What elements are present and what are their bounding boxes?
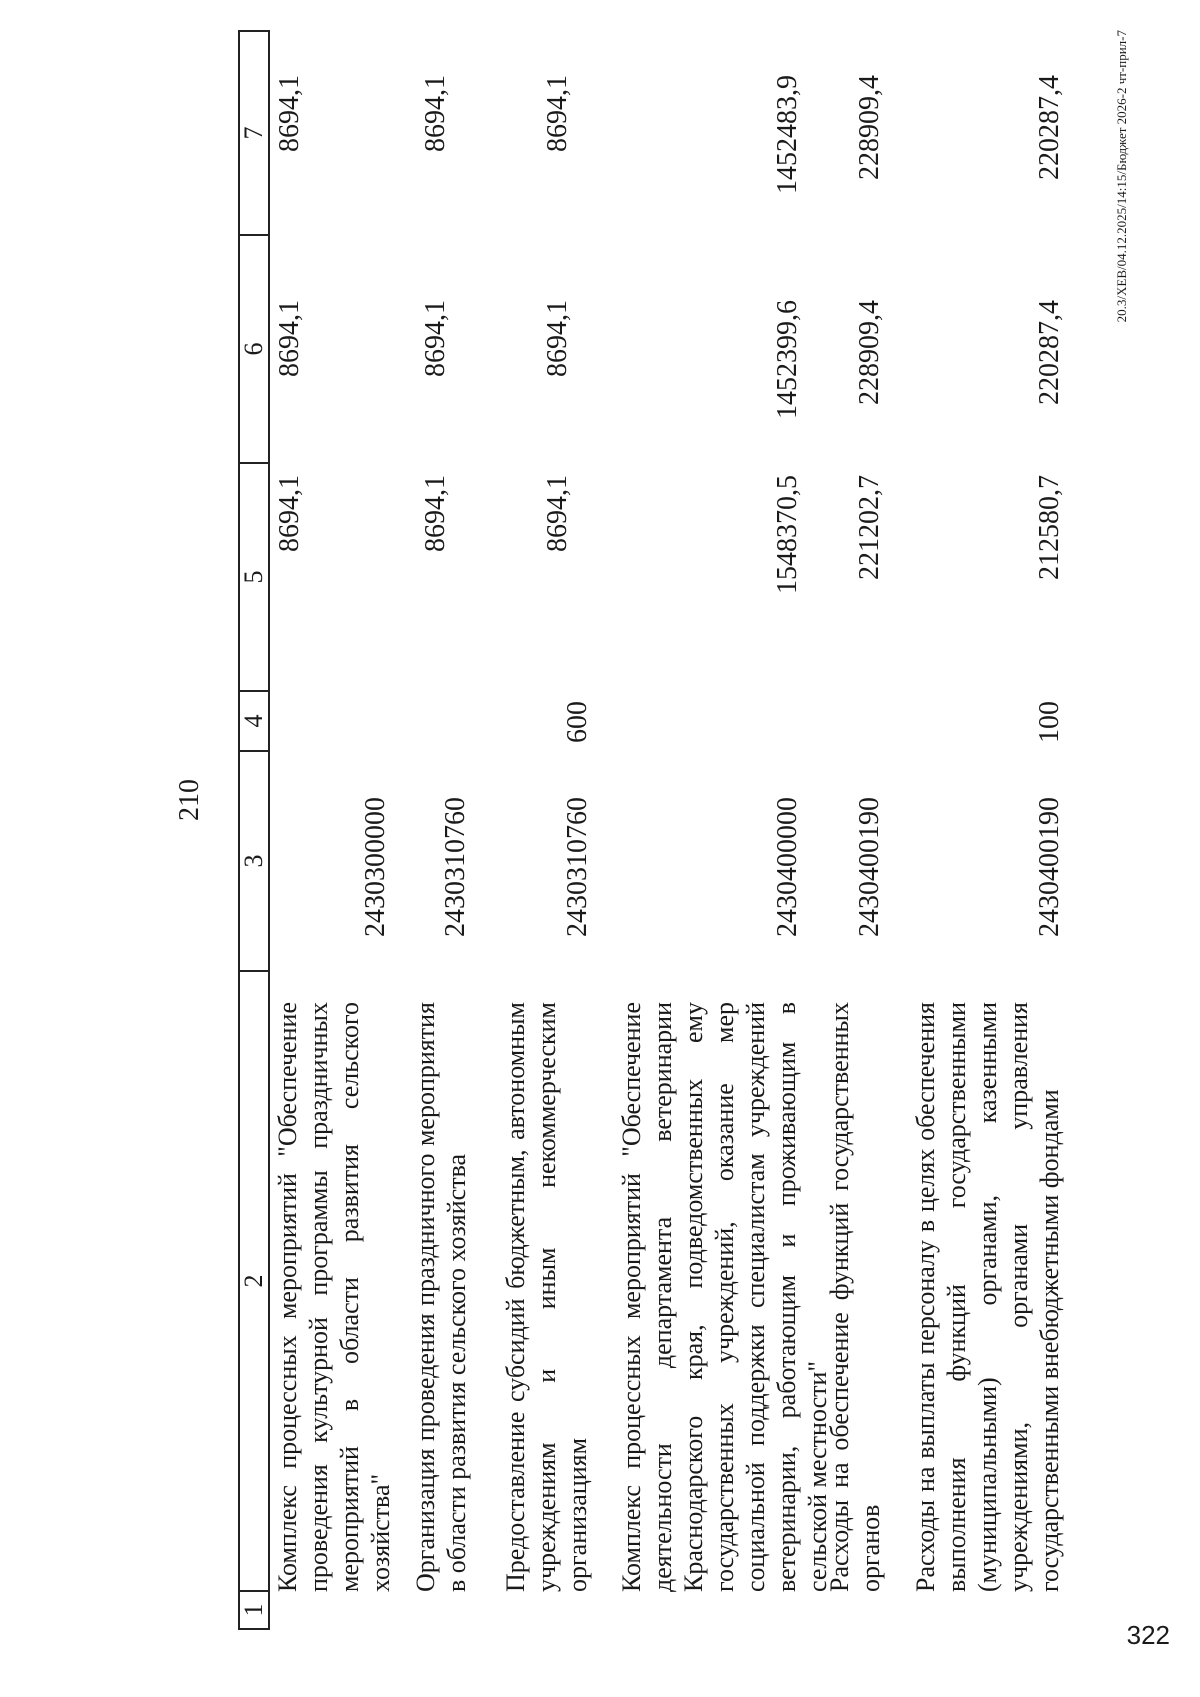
footer-note: 20.3/ХЕВ/04.12.2025/14:15/Бюджет 2026-2 чт-прил-7 — [1114, 30, 1129, 323]
table-row — [824, 30, 888, 1630]
row-col6: 8694,1 — [420, 300, 451, 377]
row-description: Комплекс процессных мероприятий "Обеспечение деятельности департамента ветеринарии Краснодарского края, подведомственных ему государственных учреждений, оказание мер социальной поддержки специалистам учреждений ветеринарии, работающим и проживающим в сельской местности" — [617, 1002, 832, 1592]
row-code: 2430400190 — [1034, 797, 1065, 937]
header-col-6: 6 — [238, 236, 270, 464]
row-code: 2430400000 — [772, 797, 803, 937]
table-row — [410, 30, 474, 1630]
row-col6: 228909,4 — [854, 300, 885, 405]
row-code: 2430310760 — [562, 797, 593, 937]
row-col5: 8694,1 — [274, 475, 305, 552]
row-col5: 8694,1 — [420, 475, 451, 552]
row-description: Расходы на выплаты персоналу в целях обеспечения выполнения функций государственными (муниципальными) органами, казенными учреждениями, органами управления государственными внебюджетными фондами — [911, 1002, 1064, 1592]
table-row — [910, 30, 1070, 1630]
table-row — [616, 30, 832, 1630]
rotated-landscape-page — [170, 30, 1130, 1630]
table-row — [272, 30, 396, 1630]
row-col6: 220287,4 — [1034, 300, 1065, 405]
header-col-2: 2 — [238, 972, 270, 1592]
row-description: Расходы на обеспечение функций государственных органов — [825, 1002, 885, 1592]
table-row — [500, 30, 596, 1630]
header-col-5: 5 — [238, 464, 270, 692]
row-col5: 1548370,5 — [772, 475, 803, 594]
row-type: 100 — [1034, 701, 1065, 743]
header-col-3: 3 — [238, 752, 270, 972]
row-col6: 1452399,6 — [772, 300, 803, 419]
row-col5: 8694,1 — [542, 475, 573, 552]
sheet-number: 322 — [1126, 1620, 1170, 1650]
row-code: 2430310760 — [440, 797, 471, 937]
row-col7: 8694,1 — [274, 75, 305, 152]
row-col7: 1452483,9 — [772, 75, 803, 194]
row-description: Организация проведения праздничного мероприятия в области развития сельского хозяйства — [411, 1002, 471, 1592]
row-col5: 221202,7 — [854, 475, 885, 580]
header-col-1: 1 — [238, 1592, 270, 1630]
row-col6: 8694,1 — [274, 300, 305, 377]
row-type: 600 — [562, 701, 593, 743]
header-col-4: 4 — [238, 692, 270, 752]
row-code: 2430300000 — [360, 797, 391, 937]
row-col7: 8694,1 — [542, 75, 573, 152]
row-col7: 8694,1 — [420, 75, 451, 152]
header-col-7: 7 — [238, 30, 270, 236]
row-code: 2430400190 — [854, 797, 885, 937]
row-col7: 228909,4 — [854, 75, 885, 180]
row-description: Предоставление субсидий бюджетным, автономным учреждениям и иным некоммерческим организациям — [501, 1002, 592, 1592]
row-col5: 212580,7 — [1034, 475, 1065, 580]
row-col6: 8694,1 — [542, 300, 573, 377]
page-number: 210 — [174, 779, 205, 821]
row-col7: 220287,4 — [1034, 75, 1065, 180]
row-description: Комплекс процессных мероприятий "Обеспечение проведения культурной программы праздничных мероприятий в области развития сельского хозяйства" — [273, 1002, 395, 1592]
